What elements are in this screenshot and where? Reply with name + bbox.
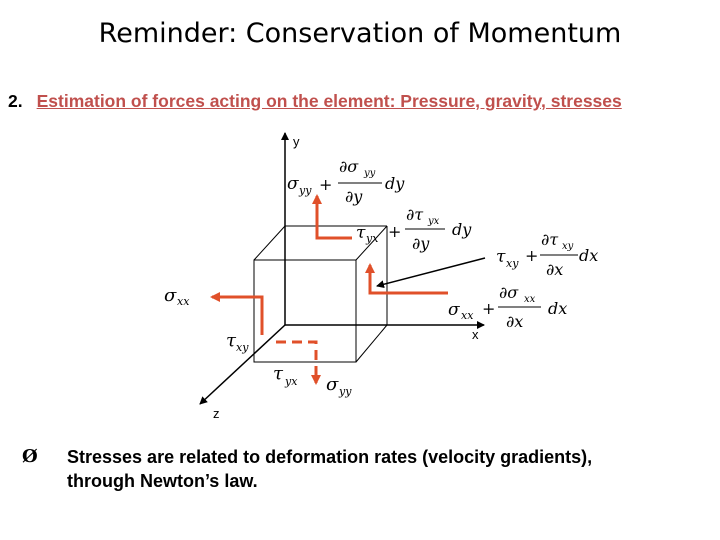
svg-text:∂y: ∂y (345, 187, 363, 206)
svg-text:+: + (525, 246, 539, 265)
svg-text:xy: xy (562, 241, 574, 252)
svg-text:dx: dx (579, 246, 599, 265)
svg-text:τ: τ (273, 363, 283, 384)
slide-title: Reminder: Conservation of Momentum (98, 18, 622, 49)
tau-yx-top-expression (356, 205, 472, 253)
svg-text:yy: yy (339, 385, 352, 398)
svg-text:τ: τ (356, 223, 366, 243)
svg-text:τ: τ (496, 247, 506, 267)
svg-text:+: + (388, 222, 402, 241)
sigma-xx-left-label (164, 285, 190, 308)
svg-text:yx: yx (428, 216, 440, 227)
svg-text:dx: dx (548, 299, 568, 318)
bullet-line-2: through Newton’s law. (67, 471, 258, 491)
right-face-arrows (370, 265, 448, 293)
svg-text:xx: xx (177, 295, 190, 308)
svg-text:∂y: ∂y (412, 234, 430, 253)
sigma-yy-bottom-label (326, 374, 352, 398)
section-heading-text: Estimation of forces acting on the element: Pressure, gravity, stresses (36, 91, 622, 111)
bullet-arrow-icon: Ø (22, 446, 38, 467)
svg-text:xx: xx (461, 309, 474, 322)
svg-text:∂x: ∂x (546, 260, 564, 279)
y-axis-label: y (293, 134, 300, 149)
svg-text:σ: σ (448, 300, 460, 320)
svg-text:xy: xy (236, 341, 249, 354)
tau-xy-right-expression (496, 230, 598, 279)
stress-arrows (212, 196, 448, 383)
svg-text:xx: xx (524, 294, 536, 305)
tau-yx-bottom-label (273, 363, 298, 388)
svg-text:+: + (319, 175, 333, 194)
section-number: 2. (8, 91, 23, 111)
svg-text:∂σ: ∂σ (499, 283, 519, 302)
svg-text:yy: yy (364, 168, 376, 179)
svg-text:+: + (482, 299, 496, 318)
svg-text:σ: σ (164, 285, 177, 306)
svg-text:dy: dy (385, 174, 405, 193)
svg-text:∂τ: ∂τ (406, 205, 424, 224)
pointer-arrow (377, 258, 485, 286)
x-axis-label: x (472, 327, 479, 342)
fluid-element-cube (254, 226, 387, 362)
bullet-line-1: Stresses are related to deformation rates (velocity gradients), (67, 447, 593, 467)
bullet-point (22, 445, 712, 493)
svg-text:τ: τ (226, 330, 236, 351)
tau-xy-left-label (226, 330, 249, 354)
svg-text:yx: yx (366, 232, 379, 245)
sigma-yy-top-expression (287, 157, 405, 206)
svg-text:yy: yy (299, 184, 312, 197)
svg-text:∂σ: ∂σ (339, 157, 359, 176)
svg-text:σ: σ (326, 374, 339, 395)
sigma-xx-right-expression (448, 283, 567, 331)
svg-text:∂x: ∂x (506, 312, 524, 331)
svg-text:∂τ: ∂τ (541, 230, 559, 249)
z-axis-label: z (213, 406, 220, 421)
svg-text:yx: yx (285, 375, 298, 388)
svg-text:dy: dy (452, 220, 472, 239)
svg-text:xy: xy (506, 257, 519, 270)
svg-text:σ: σ (287, 174, 299, 194)
